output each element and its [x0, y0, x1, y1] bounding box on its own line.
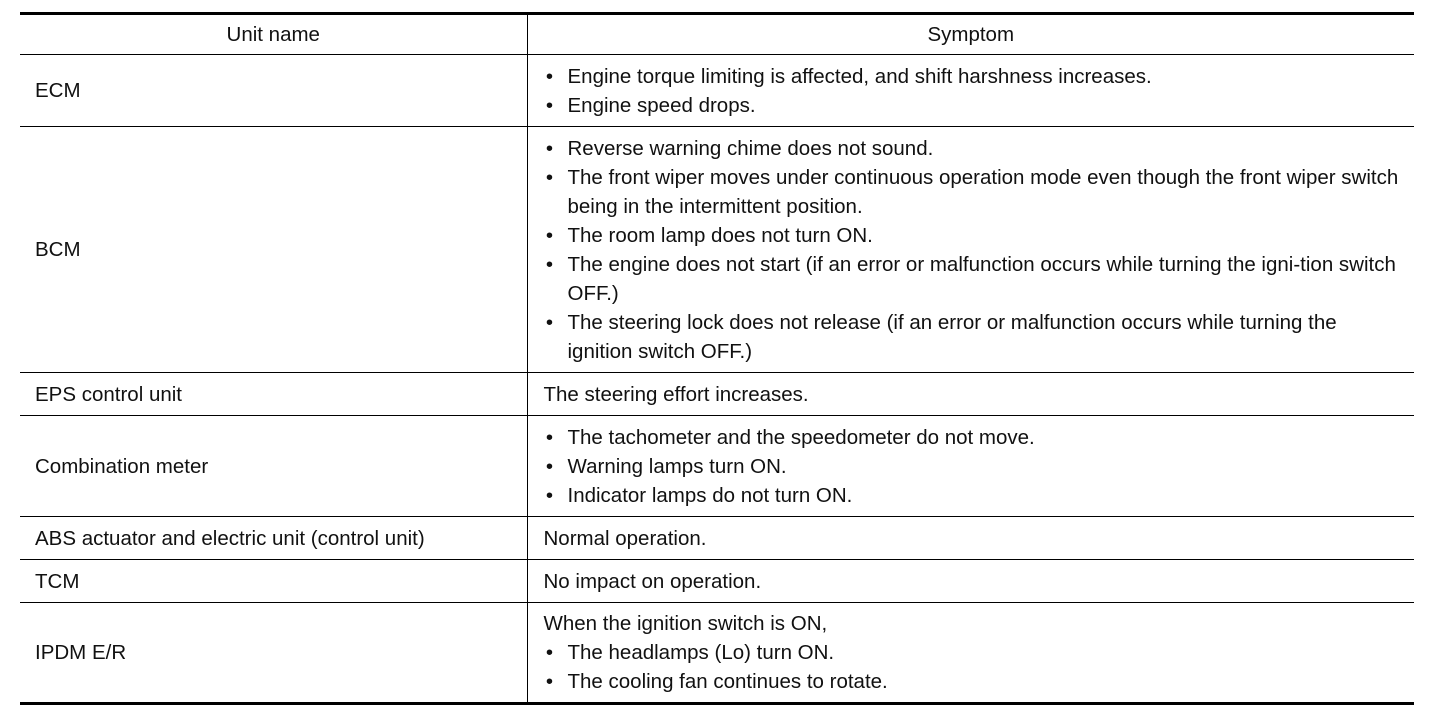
- list-item: [544, 638, 1405, 667]
- list-item: [544, 667, 1405, 696]
- unit-name-cell: TCM: [20, 560, 527, 603]
- symptom-text: Reverse warning chime does not sound.: [567, 136, 934, 160]
- table-row: [20, 560, 1414, 603]
- table-row: [20, 373, 1414, 416]
- bullet-icon: •: [545, 454, 554, 478]
- bullet-icon: •: [545, 252, 554, 276]
- symptom-cell: [527, 373, 1414, 416]
- unit-name-cell: BCM: [20, 127, 527, 373]
- symptom-cell: [527, 127, 1414, 373]
- list-item: [544, 423, 1405, 452]
- header-symptom: Symptom: [527, 14, 1414, 55]
- symptom-text: The cooling fan continues to rotate.: [567, 670, 888, 693]
- table-row: [20, 55, 1414, 127]
- symptom-cell: [527, 55, 1414, 127]
- table-body: [20, 55, 1414, 704]
- symptom-text: The tachometer and the speedometer do not move.: [567, 425, 1035, 449]
- symptom-list: [544, 638, 1405, 696]
- header-row: [20, 14, 1414, 55]
- list-item: [544, 481, 1405, 510]
- bullet-icon: •: [545, 165, 554, 189]
- symptom-cell: [527, 517, 1414, 560]
- table-row: [20, 416, 1414, 517]
- unit-name-cell: EPS control unit: [20, 373, 527, 416]
- bullet-icon: •: [545, 136, 554, 160]
- bullet-icon: •: [545, 223, 554, 247]
- table-row: [20, 603, 1414, 704]
- table-header: [20, 14, 1414, 55]
- list-item: [544, 221, 1405, 250]
- bullet-icon: •: [545, 641, 554, 664]
- list-item: [544, 91, 1405, 120]
- symptom-text: The steering lock does not release (if an error or malfunction occurs while turning the ignition switch OFF.): [567, 310, 1337, 363]
- bullet-icon: •: [545, 64, 554, 88]
- symptom-text: Engine torque limiting is affected, and shift harshness increases.: [567, 64, 1152, 88]
- list-item: [544, 250, 1405, 308]
- list-item: [544, 452, 1405, 481]
- unit-name-cell: IPDM E/R: [20, 603, 527, 704]
- symptom-table: [20, 12, 1414, 705]
- list-item: [544, 134, 1405, 163]
- symptom-text: The headlamps (Lo) turn ON.: [567, 641, 835, 664]
- symptom-text: The steering effort increases.: [543, 382, 809, 406]
- symptom-text: Indicator lamps do not turn ON.: [567, 483, 853, 507]
- symptom-table-container: [20, 12, 1414, 705]
- table-row: [20, 517, 1414, 560]
- bullet-icon: •: [545, 310, 554, 334]
- bullet-icon: •: [545, 93, 554, 117]
- unit-name-cell: ABS actuator and electric unit (control unit): [20, 517, 527, 560]
- header-unit-name: Unit name: [20, 14, 527, 55]
- table-row: [20, 127, 1414, 373]
- symptom-list: [544, 423, 1405, 510]
- symptom-text: The room lamp does not turn ON.: [567, 223, 873, 247]
- list-item: [544, 163, 1405, 221]
- symptom-text: No impact on operation.: [543, 569, 762, 593]
- symptom-cell: [527, 416, 1414, 517]
- symptom-text: Warning lamps turn ON.: [567, 454, 787, 478]
- symptom-list: [544, 62, 1405, 120]
- bullet-icon: •: [545, 425, 554, 449]
- unit-name-cell: Combination meter: [20, 416, 527, 517]
- symptom-cell: [527, 560, 1414, 603]
- symptom-text: The front wiper moves under continuous operation mode even though the front wiper switch being in the intermittent position.: [567, 165, 1399, 218]
- symptom-cell: [527, 603, 1414, 704]
- unit-name-cell: ECM: [20, 55, 527, 127]
- list-item: [544, 308, 1405, 366]
- symptom-text: The engine does not start (if an error or malfunction occurs while turning the igni-tion switch OFF.): [567, 252, 1396, 305]
- list-item: [544, 62, 1405, 91]
- symptom-intro-text: When the ignition switch is ON,: [543, 612, 828, 635]
- symptom-text: Engine speed drops.: [567, 93, 756, 117]
- bullet-icon: •: [545, 670, 554, 693]
- bullet-icon: •: [545, 483, 554, 507]
- symptom-list: [544, 134, 1405, 366]
- symptom-text: Normal operation.: [543, 526, 707, 550]
